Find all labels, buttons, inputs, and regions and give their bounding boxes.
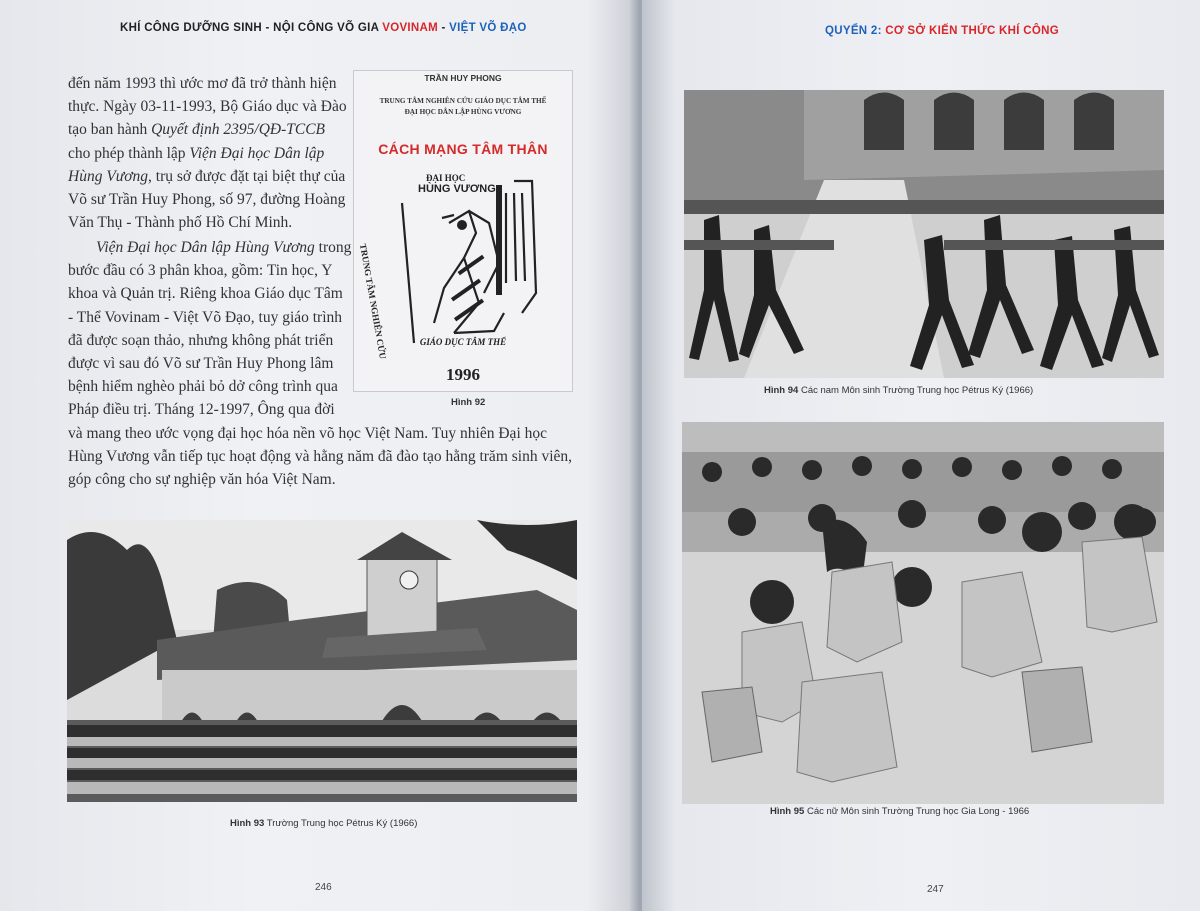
text-span: trong	[314, 239, 352, 256]
caption-text: Trường Trung học Pétrus Ký (1966)	[264, 818, 418, 829]
decision-reference: Quyết định 2395/QĐ-TCCB	[151, 121, 326, 139]
header-dash: -	[438, 22, 450, 34]
text-line: thực. Ngày 03-11-1993, Bộ Giáo dục và Đào	[68, 98, 347, 116]
institute-name-cont: Hùng Vương	[68, 167, 149, 185]
text-line: bệnh hiểm nghèo phải bỏ dở công trình qua	[68, 378, 338, 396]
text-line: được vì sau đó Võ sư Trần Huy Phong lâm	[68, 355, 334, 373]
header-viet-vo-dao: VIỆT VÕ ĐẠO	[449, 22, 527, 34]
caption-label: Hình 93	[230, 818, 265, 829]
text-line: đến năm 1993 thì ước mơ đã trở thành hiện	[68, 75, 337, 92]
figure-95-caption	[770, 806, 1029, 817]
cover-year: 1996	[446, 365, 480, 384]
text-line	[68, 118, 348, 141]
text-line: Pháp điều trị. Tháng 12-1997, Ông qua đời	[68, 401, 335, 419]
text-line: khoa và Quản trị. Riêng khoa Giáo dục Tâm	[68, 285, 343, 303]
caption-text: Các nữ Môn sinh Trường Trung học Gia Long - 1966	[804, 806, 1030, 817]
text-line: - Thể Vovinam - Việt Võ Đạo, tuy giáo trình	[68, 308, 343, 326]
text-line: góp công cho sự nghiệp văn hóa Việt Nam.	[68, 471, 336, 489]
text-span: , trụ sở được đặt tại biệt thự của	[148, 167, 346, 185]
figure-93-caption	[230, 818, 417, 829]
photo-illustration	[67, 520, 577, 802]
text-span: cho phép thành lập	[68, 144, 190, 162]
text-line: Hùng Vương vẫn tiếp tục hoạt động và hằng năm đã đào tạo hằng trăm sinh viên,	[68, 447, 573, 465]
right-running-header	[825, 25, 1059, 37]
caption-label: Hình 94	[764, 385, 799, 396]
text-line	[68, 165, 348, 188]
seal-side-text: TRUNG TÂM NGHIÊN CỨU	[357, 243, 389, 360]
seal-text: HÙNG VƯƠNG	[418, 183, 496, 195]
text-span: tạo ban hành	[68, 121, 152, 139]
figure-94-caption	[764, 385, 1033, 396]
book-cover-figure	[353, 70, 573, 392]
seal-bottom-text: GIÁO DỤC TÂM THỂ	[419, 337, 507, 347]
text-line: và mang theo ước vọng đại học hóa nền võ học Việt Nam. Tuy nhiên Đại học	[68, 424, 548, 442]
photo-illustration	[684, 90, 1164, 378]
figure-92-caption: Hình 92	[451, 397, 486, 408]
institute-name: Viện Đại học Dân lập	[189, 144, 325, 162]
caption-label: Hình 95	[770, 806, 805, 817]
male-students-practice-photo	[684, 90, 1164, 378]
caption-text: Các nam Môn sinh Trường Trung học Pétrus Ký (1966)	[798, 385, 1034, 396]
left-running-header	[120, 22, 527, 34]
cover-university: ĐẠI HỌC DÂN LẬP HÙNG VƯƠNG	[404, 108, 522, 116]
cover-title: CÁCH MẠNG TÂM THÂN	[378, 141, 548, 157]
text-line	[68, 142, 348, 165]
header-volume-title: CƠ SỞ KIẾN THỨC KHÍ CÔNG	[885, 25, 1059, 37]
text-line: bước đầu có 3 phân khoa, gồm: Tin học, Y	[68, 262, 333, 280]
photo-illustration	[682, 422, 1164, 804]
text-line: Văn Thụ - Thành phố Hồ Chí Minh.	[68, 214, 293, 232]
page-number: 246	[315, 882, 332, 893]
header-text: KHÍ CÔNG DƯỠNG SINH - NỘI CÔNG VÕ GIA	[120, 22, 383, 34]
header-vovinam: VOVINAM	[382, 22, 439, 34]
school-building-photo	[67, 520, 577, 802]
institute-name: Viện Đại học Dân lập Hùng Vương	[96, 239, 315, 256]
seal-text: ĐẠI HỌC	[426, 173, 466, 183]
right-page	[642, 0, 1200, 911]
cover-institute: TRUNG TÂM NGHIÊN CỨU GIÁO DỤC TÂM THỂ	[379, 97, 547, 105]
text-line: đã được soạn thảo, nhưng không phát triển	[68, 331, 334, 349]
header-volume: QUYỂN 2:	[825, 25, 886, 37]
cover-author: TRẦN HUY PHONG	[424, 73, 502, 83]
text-line: Võ sư Trần Huy Phong, số 97, đường Hoàng	[68, 191, 346, 209]
page-number: 247	[927, 884, 944, 895]
paragraph-1	[68, 72, 348, 234]
female-students-practice-photo	[682, 422, 1164, 804]
